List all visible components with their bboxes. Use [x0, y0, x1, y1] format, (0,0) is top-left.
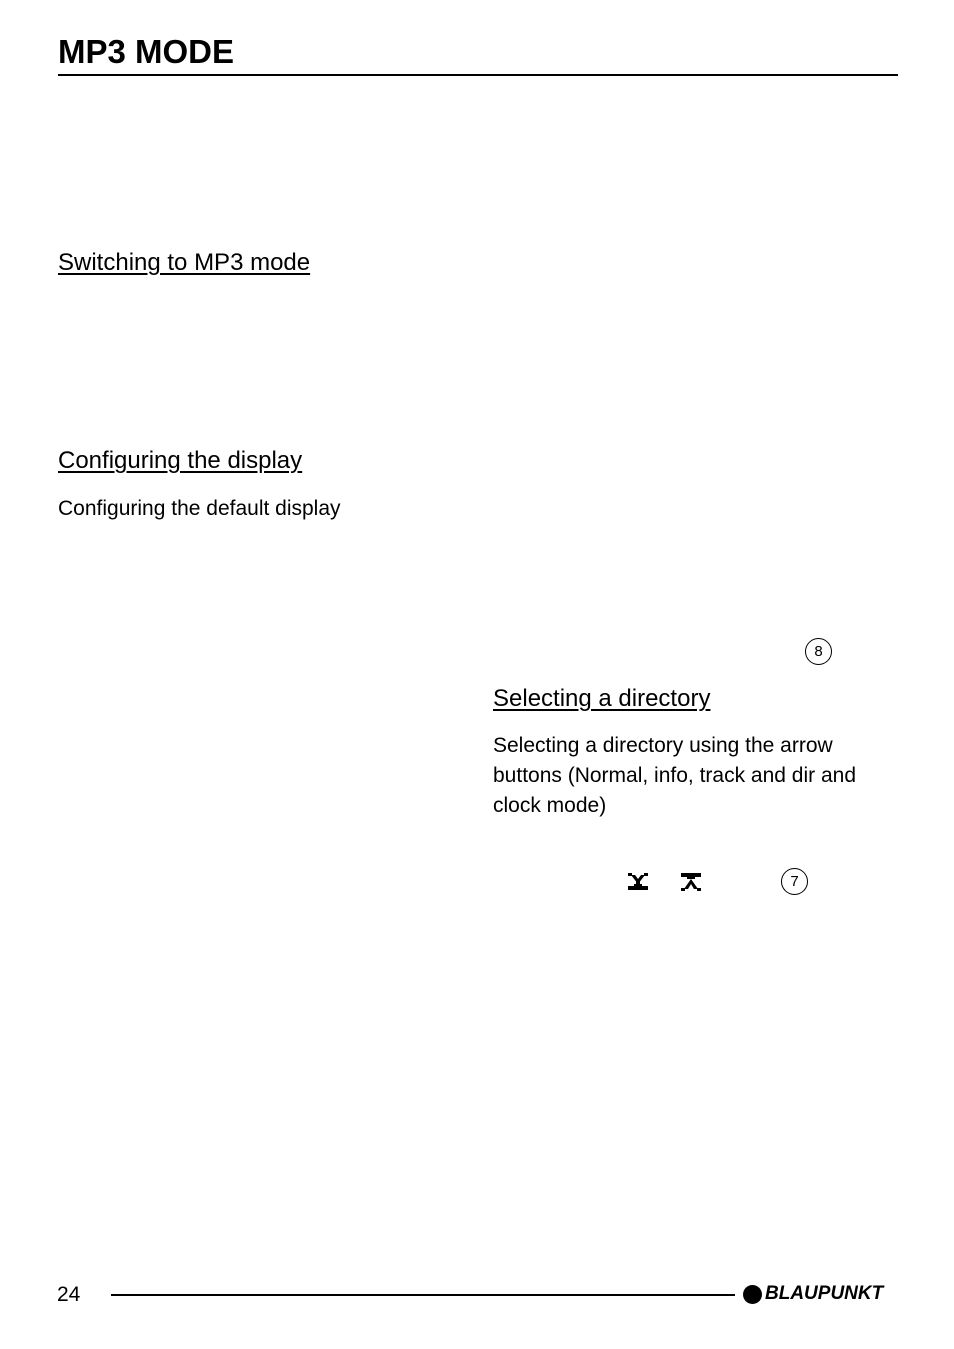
brand-name: BLAUPUNKT: [765, 1283, 884, 1304]
brand-logo: [743, 1283, 883, 1305]
configuring-heading: Configuring the display: [58, 447, 303, 474]
callout-number-8: 8: [805, 638, 832, 665]
selecting-directory-subheading: Selecting a directory using the arrow buttons (Normal, info, track and dir and clock mode): [493, 734, 857, 817]
page-number: 24: [57, 1283, 81, 1306]
callout-number-7: 7: [781, 868, 808, 895]
default-display-subheading: Configuring the default display: [58, 497, 341, 520]
footer-divider: [111, 1294, 735, 1296]
arrow-up-icon: [680, 871, 702, 893]
arrow-down-icon: [627, 871, 649, 893]
brand-dot-icon: [743, 1285, 762, 1304]
title-divider: [58, 74, 898, 76]
switching-heading: Switching to MP3 mode: [58, 249, 311, 276]
selecting-directory-heading: Selecting a directory: [493, 685, 711, 712]
page-title: MP3 MODE: [58, 33, 235, 70]
